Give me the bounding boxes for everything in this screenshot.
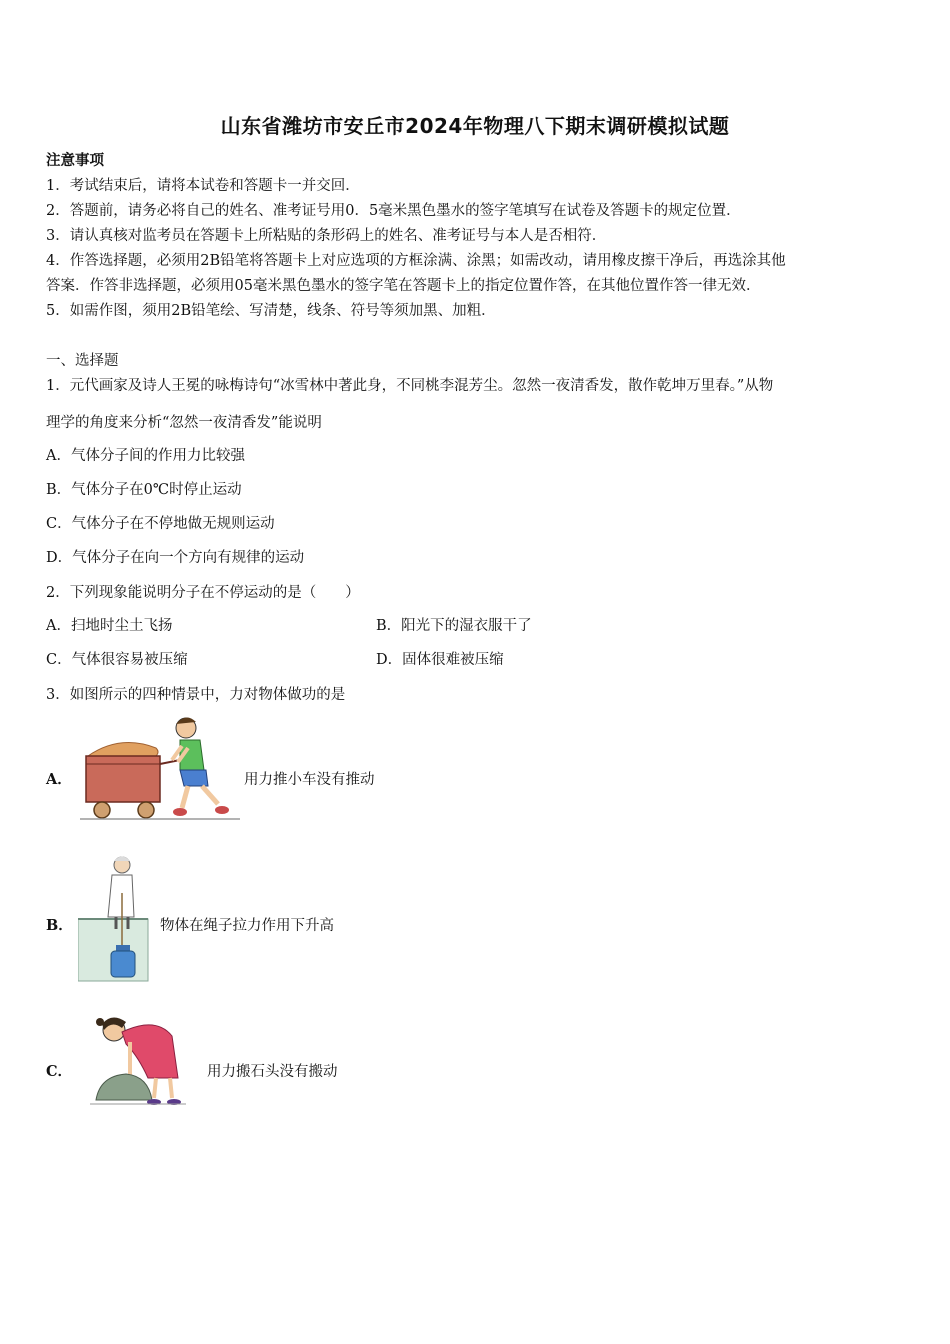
q1-option-c: C．气体分子在不停地做无规则运动 [46,516,275,532]
notice-item: 3．请认真核对监考员在答题卡上所粘贴的条形码上的姓名、准考证号与本人是否相符． [46,228,607,244]
question-3-stem: 3．如图所示的四种情景中，力对物体做功的是 [46,687,346,703]
q3-option-a-label: A． [46,771,72,788]
q2-option-c: C．气体很容易被压缩 [46,652,188,668]
q1-option-d: D．气体分子在向一个方向有规律的运动 [46,550,305,566]
question-2-stem: 2．下列现象能说明分子在不停运动的是（ ） [46,585,360,601]
man-pulling-rope-icon [78,853,152,983]
question-1-stem: 1．元代画家及诗人王冕的咏梅诗句“冰雪林中著此身，不同桃李混芳尘。忽然一夜清香发，散作乾坤万里春。”从物 [46,378,774,394]
q3-option-c-label: C． [46,1063,73,1080]
q3-option-b-label: B． [46,917,73,934]
notice-item: 4．作答选择题，必须用2B铅笔将答题卡上对应选项的方框涂满、涂黑；如需改动，请用橡皮擦干净后，再选涂其他 [46,253,786,269]
q2-option-a: A．扫地时尘土飞扬 [46,618,173,634]
notice-item: 答案．作答非选择题，必须用05毫米黑色墨水的签字笔在答题卡上的指定位置作答，在其他位置作答一律无效． [46,278,761,294]
notice-item: 5．如需作图，须用2B铅笔绘、写清楚，线条、符号等须加黑、加粗． [46,303,496,319]
girl-lifting-rock-icon [86,1006,190,1108]
notice-item: 1．考试结束后，请将本试卷和答题卡一并交回． [46,178,360,194]
notice-heading: 注意事项 [46,152,104,169]
boy-pushing-cart-icon [80,712,244,824]
q1-option-a: A．气体分子间的作用力比较强 [46,448,245,464]
q2-option-d: D．固体很难被压缩 [376,652,504,668]
section-heading: 一、选择题 [46,353,119,369]
q3-option-a-text: 用力推小车没有推动 [244,772,375,788]
q2-option-b: B．阳光下的湿衣服干了 [376,618,532,634]
q1-option-b: B．气体分子在0℃时停止运动 [46,482,242,498]
q3-option-c-text: 用力搬石头没有搬动 [207,1064,338,1080]
page-title: 山东省潍坊市安丘市2024年物理八下期末调研模拟试题 [220,114,730,138]
q3-option-b-text: 物体在绳子拉力作用下升高 [160,918,334,934]
notice-item: 2．答题前，请务必将自己的姓名、准考证号用0．5毫米黑色墨水的签字笔填写在试卷及答题卡的规定位置． [46,203,741,219]
question-1-stem-cont: 理学的角度来分析“忽然一夜清香发”能说明 [46,415,322,431]
